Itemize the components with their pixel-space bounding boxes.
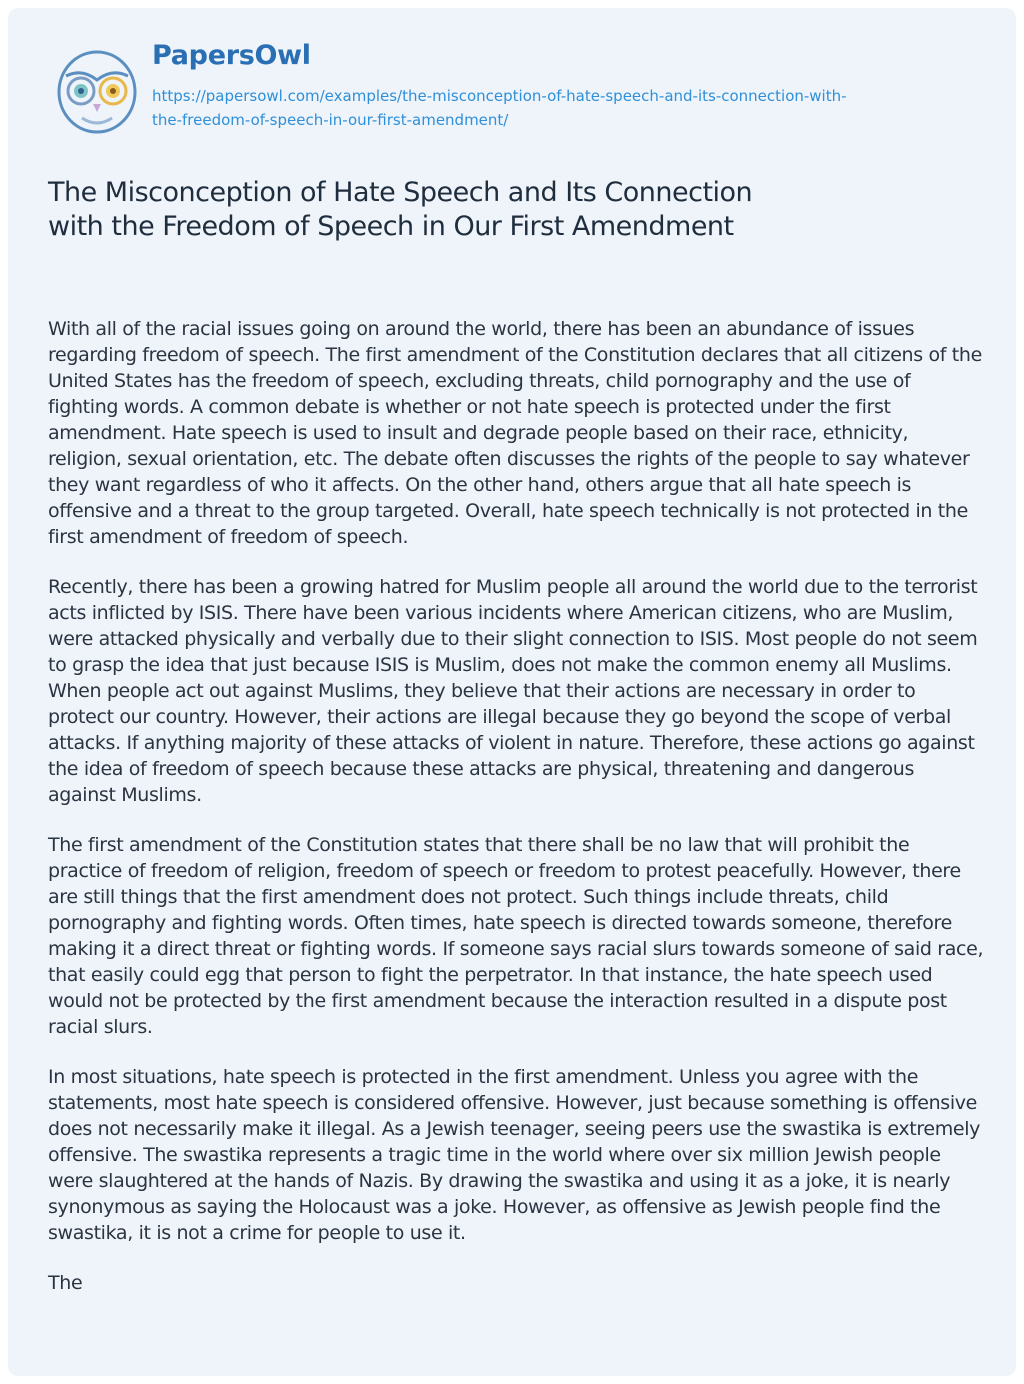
document-card xyxy=(8,8,1016,1376)
paragraph-5: The xyxy=(48,1272,83,1294)
owl-logo-icon xyxy=(52,46,142,136)
source-url-link[interactable] xyxy=(152,84,972,132)
source-url-line-2[interactable]: the-freedom-of-speech-in-our-first-amendment/ xyxy=(152,111,509,129)
site-header xyxy=(52,36,992,166)
paragraph-3: The first amendment of the Constitution states that there shall be no law that will prohibit the practice of freedom of religion, freedom of speech or freedom to protest peacefully. However, there are still things that the first amendment does not protect. Such things include threats, child pornography and fighting words. Often times, hate speech is directed towards someone, therefore making it a direct threat or fighting words. If someone says racial slurs towards someone of said race, that easily could egg that person to fight the perpetrator. In that instance, the hate speech used would not be protected by the first amendment because the interaction resulted in a dispute post racial slurs. xyxy=(48,834,984,1038)
article-title: The Misconception of Hate Speech and Its Connection with the Freedom of Speech in Our First Amendment xyxy=(48,177,753,242)
paragraph-4: In most situations, hate speech is protected in the first amendment. Unless you agree with the statements, most hate speech is considered offensive. However, just because something is offensive does not necessarily make it illegal. As a Jewish teenager, seeing peers use the swastika is extremely offensive. The swastika represents a tragic time in the world where over six million Jewish people were slaughtered at the hands of Nazis. By drawing the swastika and using it as a joke, it is nearly synonymous as saying the Holocaust was a joke. However, as offensive as Jewish people find the swastika, it is not a crime for people to use it. xyxy=(48,1066,981,1244)
brand-name[interactable]: PapersOwl xyxy=(152,40,311,71)
paragraph-2: Recently, there has been a growing hatred for Muslim people all around the world due to the terrorist acts inflicted by ISIS. There have been various incidents where American citizens, who are Muslim, were attacked physically and verbally due to their slight connection to ISIS. Most people do not seem to grasp the idea that just because ISIS is Muslim, does not make the common enemy all Muslims. When people act out against Muslims, they believe that their actions are necessary in order to protect our country. However, their actions are illegal because they go beyond the scope of verbal attacks. If anything majority of these attacks of violent in nature. Therefore, these actions go against the idea of freedom of speech because these attacks are physical, threatening and dangerous against Muslims. xyxy=(48,576,978,806)
article-body xyxy=(48,316,984,1320)
source-url-line-1[interactable]: https://papersowl.com/examples/the-misconception-of-hate-speech-and-its-connection-with- xyxy=(152,87,847,105)
paragraph-1: With all of the racial issues going on around the world, there has been an abundance of issues regarding freedom of speech. The first amendment of the Constitution declares that all citizens of the United States has the freedom of speech, excluding threats, child pornography and the use of fighting words. A common debate is whether or not hate speech is protected under the first amendment. Hate speech is used to insult and degrade people based on their race, ethnicity, religion, sexual orientation, etc. The debate often discusses the rights of the people to say whatever they want regardless of who it affects. On the other hand, others argue that all hate speech is offensive and a threat to the group targeted. Overall, hate speech technically is not protected in the first amendment of freedom of speech. xyxy=(48,318,982,548)
